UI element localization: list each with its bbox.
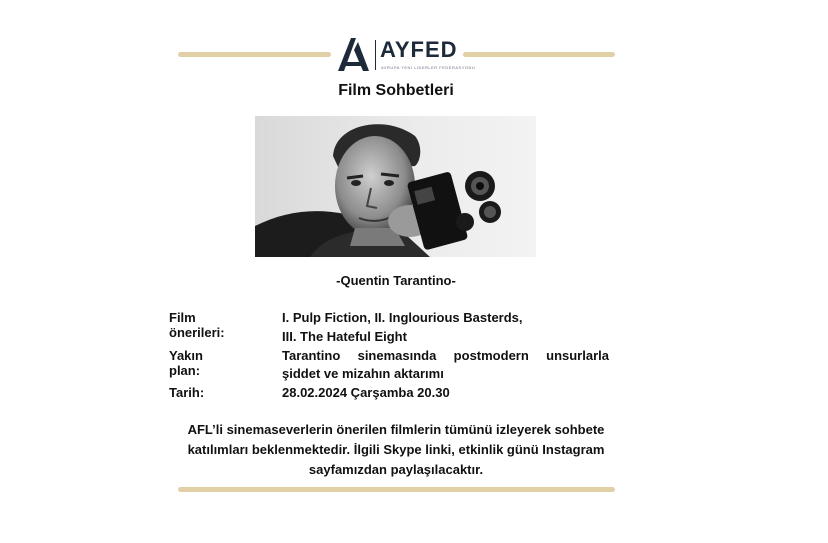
- notice-line2: katılımları beklenmektedir. İlgili Skype linki, etkinlik günü Instagram: [187, 442, 605, 457]
- films-value-line1: I. Pulp Fiction, II. Inglourious Basterds,: [282, 310, 523, 325]
- photo-caption: -Quentin Tarantino-: [336, 273, 456, 288]
- films-value-line2: III. The Hateful Eight: [282, 329, 407, 344]
- notice-line3: sayfamızdan paylaşılacaktır.: [308, 462, 484, 477]
- page-title: Film Sohbetleri: [338, 82, 454, 99]
- top-right-rule: [463, 52, 615, 57]
- notice-text: [170, 420, 622, 480]
- notice-line1: AFL’li sinemaseverlerin önerilen filmlerin tümünü izleyerek sohbete: [187, 422, 605, 437]
- logo-subtitle: AVRUPA YENI LIDERLER FEDERASYONU: [381, 65, 476, 70]
- ayfed-logo: [336, 34, 476, 76]
- portrait-image: [255, 116, 536, 257]
- logo-name: AYFED: [380, 37, 458, 62]
- bottom-rule: [178, 487, 615, 492]
- ayfed-logo-icon: [336, 36, 370, 72]
- portrait-photo: [255, 116, 536, 257]
- films-label: Film önerileri:: [169, 310, 225, 340]
- top-left-rule: [178, 52, 331, 57]
- logo-divider: [375, 40, 376, 70]
- plan-value-line1: Tarantino sinemasında postmodern unsurlarla: [282, 348, 609, 363]
- date-value: 28.02.2024 Çarşamba 20.30: [282, 385, 450, 400]
- plan-label: Yakın plan:: [169, 348, 203, 378]
- plan-value-line2: şiddet ve mizahın aktarımı: [282, 366, 444, 381]
- date-label: Tarih:: [169, 385, 205, 400]
